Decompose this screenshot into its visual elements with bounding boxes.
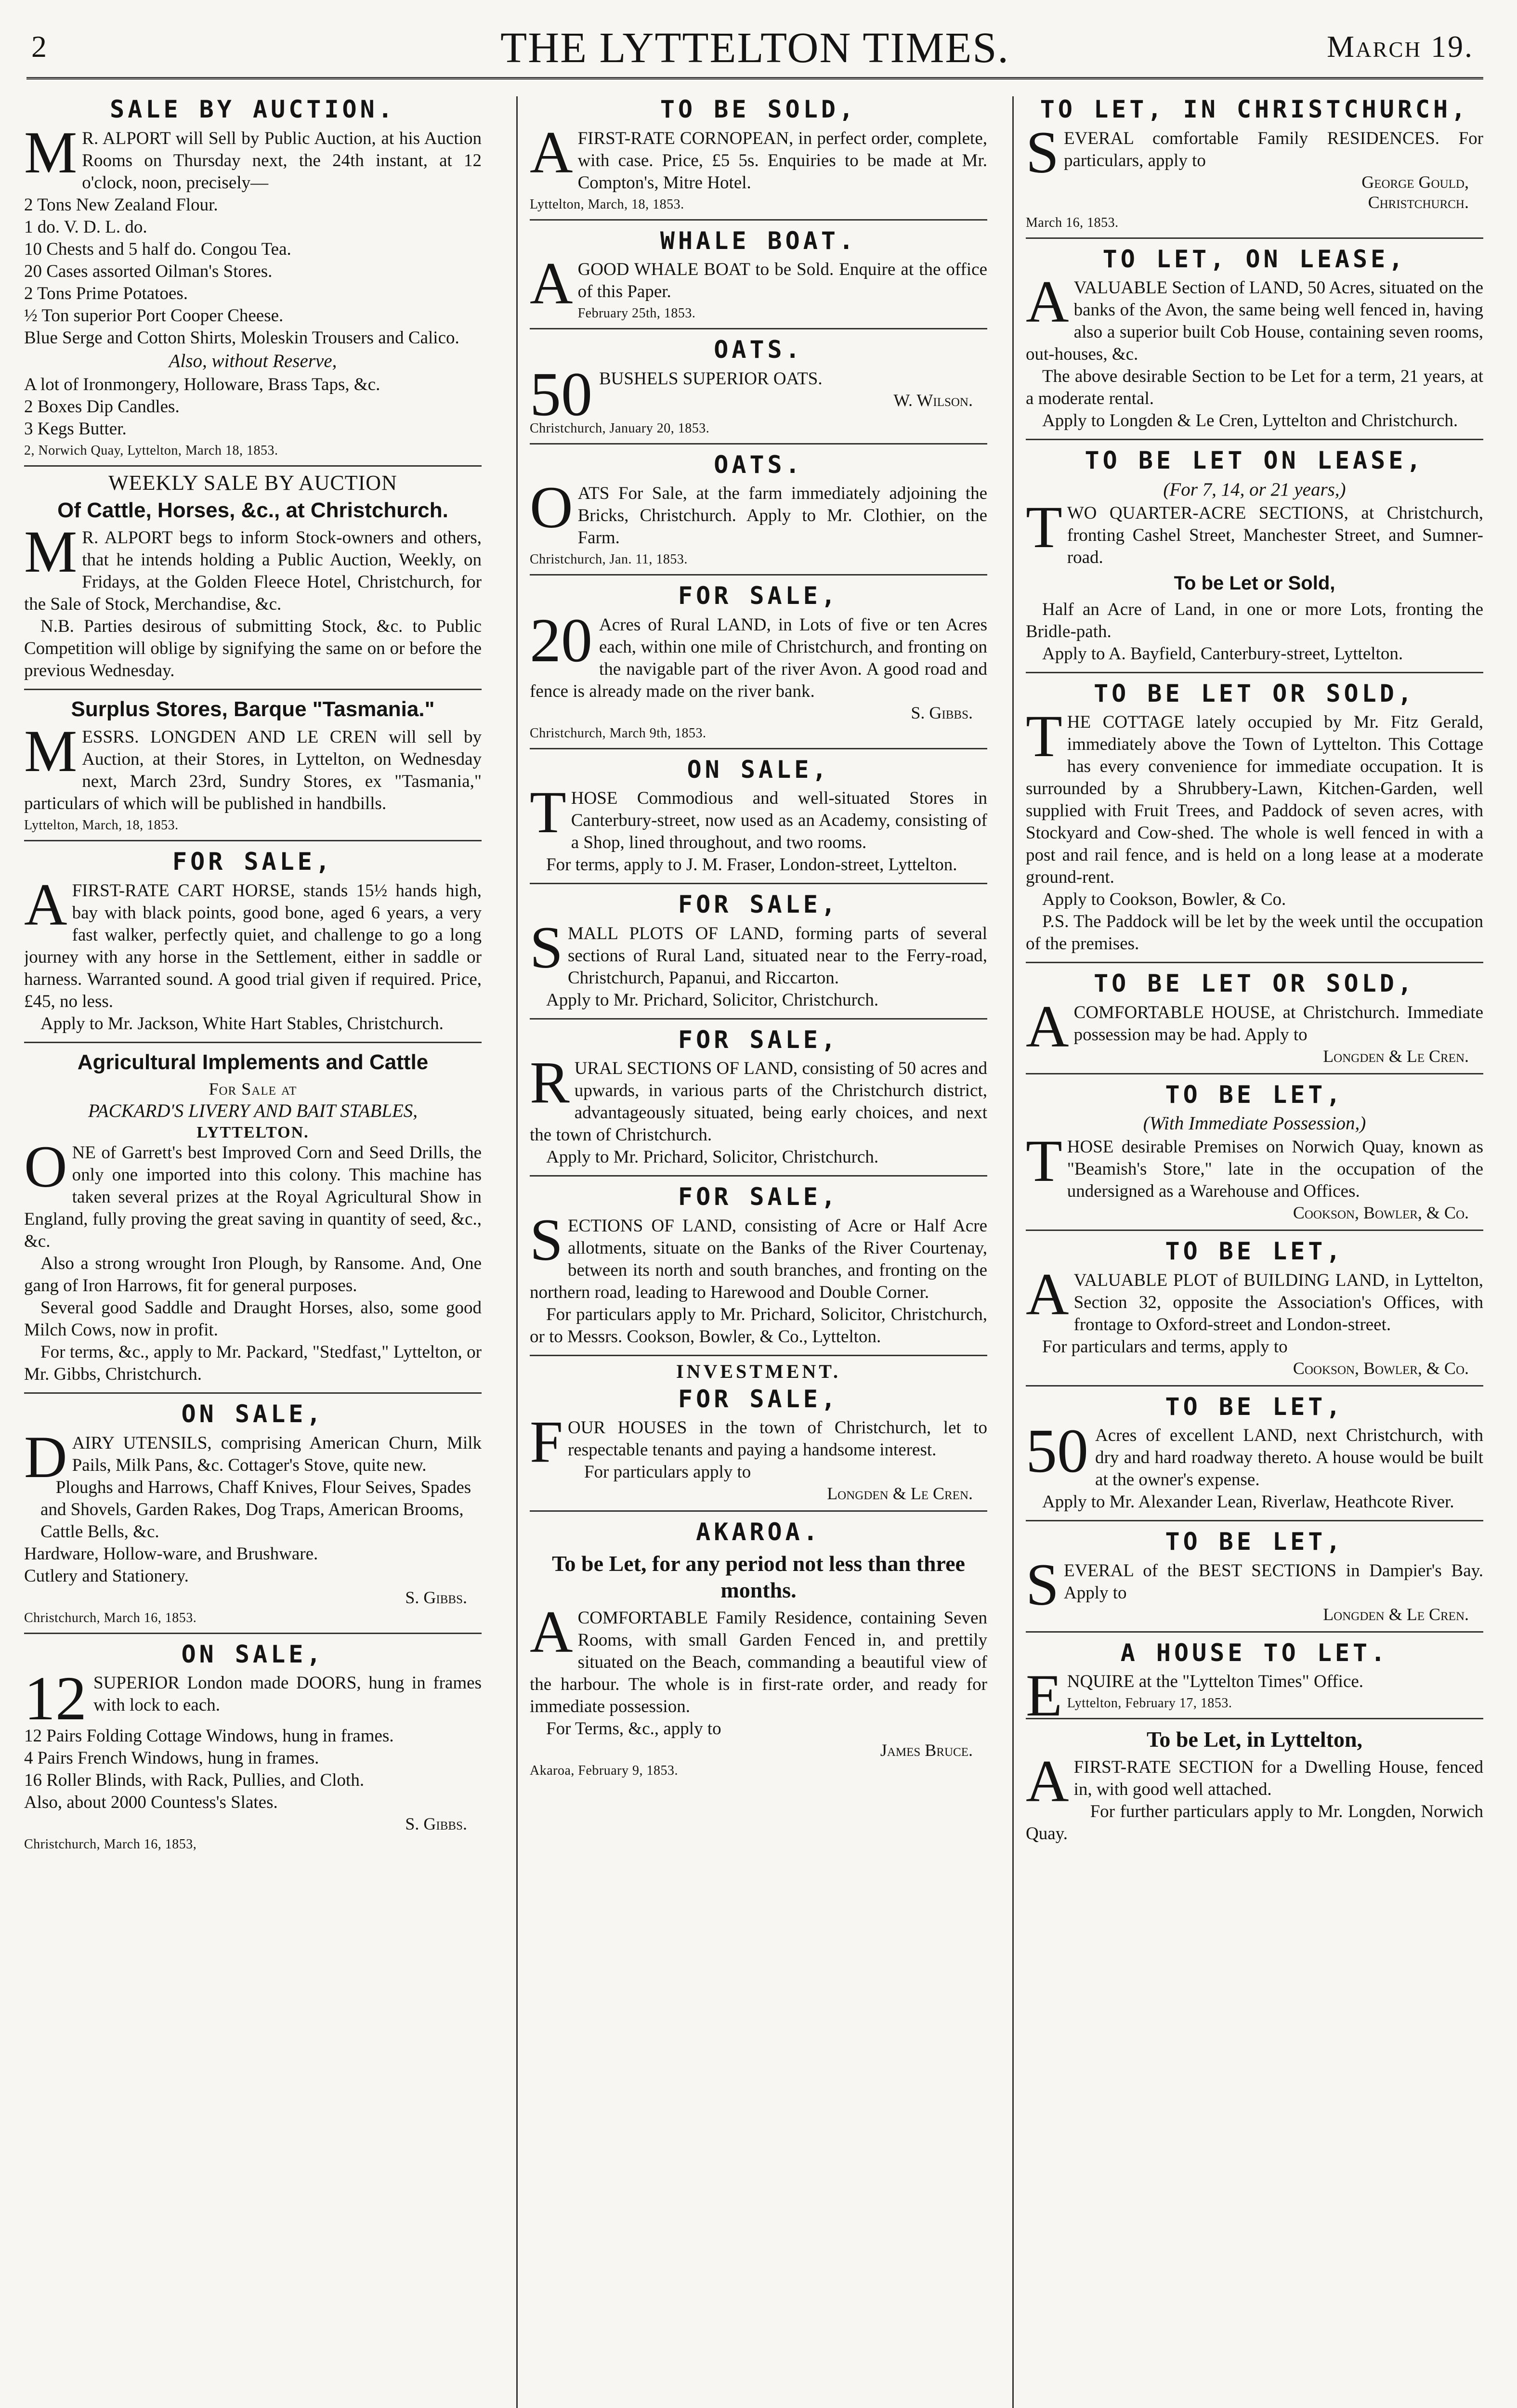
advert-land-lease-avon	[1026, 239, 1483, 441]
advert-dateline: February 25th, 1853.	[577, 306, 696, 321]
advert-numeral: 12	[24, 1664, 87, 1734]
advert-section-lyttelton	[1026, 1719, 1483, 1852]
advert-heading: TO BE LET ON LEASE,	[1085, 446, 1425, 474]
advert-paragraph: Several good Saddle and Draught Horses, also, some good Milch Cows, now in profit.	[24, 1298, 482, 1340]
advert-signature: S. Gibbs.	[911, 703, 973, 722]
advert-oats-clothier	[530, 445, 987, 576]
advert-dateline: Lyttelton, March, 18, 1853.	[24, 818, 179, 833]
advert-heading: TO LET, IN CHRISTCHURCH,	[1040, 95, 1469, 123]
advert-rural-land-gibbs	[530, 576, 987, 749]
advert-comfortable-house	[1026, 963, 1483, 1074]
advert-note: For particulars apply to Mr. Prichard, Solicitor, Christchurch, or to Messrs. Cookson, Bowler, & Co., Lyttelton.	[530, 1304, 987, 1347]
advert-heading: INVESTMENT.	[676, 1360, 841, 1382]
advert-heading: A HOUSE TO LET.	[1120, 1638, 1389, 1667]
list-item: 4 Pairs French Windows, hung in frames.	[24, 1748, 319, 1768]
advert-body: Acres of Rural LAND, in Lots of five or ten Acres each, within one mile of Christchurch, and fronting on the navigable part of the river Avon. A good road and fence is already made on the river bank.	[530, 615, 987, 701]
advert-paragraph: Also a strong wrought Iron Plough, by Ransome. And, One gang of Iron Harrows, fit for general purposes.	[24, 1254, 482, 1296]
advert-body: THOSE Commodious and well-situated Stores in Canterbury-street, now used as an Academy, consisting of a Shop, lined throughout, and two rooms.	[530, 779, 987, 852]
advert-body: RURAL SECTIONS OF LAND, consisting of 50 acres and upwards, in various parts of the Christchurch district, advantageously situated, being early choices, and next the town of Christchurch.	[530, 1049, 987, 1145]
list-item: A lot of Ironmongery, Holloware, Brass Taps, &c.	[24, 374, 380, 394]
advert-sale-by-auction	[24, 89, 482, 467]
list-item: Hardware, Hollow-ware, and Brushware.	[24, 1544, 318, 1564]
advert-body: AFIRST-RATE CORNOPEAN, in perfect order, complete, with case. Price, £5 5s. Enquiries to be made at Mr. Compton's, Mitre Hotel.	[530, 119, 987, 193]
advert-body: AFIRST-RATE CART HORSE, stands 15½ hands high, bay with black points, good bone, aged 6 years, a very fast walker, perfectly quiet, and challenge to go a long journey with any horse in the Settlement, either in saddle or harness. Warranted sound. A good trial given if required. Price, £45, no less.	[24, 871, 482, 1011]
advert-body: THE COTTAGE lately occupied by Mr. Fitz Gerald, immediately above the Town of Lyttelton. This Cottage has every convenience for immediate occupation. It is surrounded by a Shrubbery-Lawn, Kitchen-Garden, well supplied with Fruit Trees, and Paddock of seven acres, with Stockyard and Cow-shed. The whole is well fenced in with a post and rail fence, and is held on a long lease at a moderate ground-rent.	[1026, 703, 1483, 887]
advert-body: AVALUABLE PLOT of BUILDING LAND, in Lyttelton, Section 32, opposite the Association's Offices, with frontage to Oxford-street and London-street.	[1026, 1261, 1483, 1335]
advert-body: SUPERIOR London made DOORS, hung in frames with lock to each.	[93, 1673, 482, 1715]
advert-note: Apply to Mr. Jackson, White Hart Stables, Christchurch.	[40, 1013, 444, 1034]
list-item: 2 Boxes Dip Candles.	[24, 396, 180, 417]
advert-subheading: To be Let, for any period not less than three months.	[552, 1551, 965, 1602]
advert-heading: FOR SALE,	[678, 1183, 839, 1211]
advert-heading: To be Let, in Lyttelton,	[1146, 1727, 1363, 1752]
advert-body: AVALUABLE Section of LAND, 50 Acres, situated on the banks of the Avon, the same being well fenced in, having also a superior built Cob House, containing seven rooms, out-houses, &c.	[1026, 269, 1483, 364]
advert-body: SEVERAL comfortable Family RESIDENCES. For particulars, apply to	[1026, 119, 1483, 185]
advert-dateline: 2, Norwich Quay, Lyttelton, March 18, 1853.	[24, 443, 278, 458]
advert-body: SEVERAL of the BEST SECTIONS in Dampier's Bay. Apply to	[1026, 1551, 1483, 1618]
advert-note: Apply to Cookson, Bowler, & Co.	[1042, 890, 1286, 909]
list-item: 20 Cases assorted Oilman's Stores.	[24, 261, 273, 281]
advert-signature: Longden & Le Cren.	[827, 1484, 973, 1503]
advert-residences-christchurch	[1026, 89, 1483, 239]
advert-agricultural-implements	[24, 1043, 482, 1394]
advert-note: For further particulars apply to Mr. Longden, Norwich Quay.	[1026, 1802, 1483, 1844]
list-item: Ploughs and Harrows, Chaff Knives, Flour Seives, Spades and Shovels, Garden Rakes, Dog Traps, American Brooms, Cattle Bells, &c.	[40, 1477, 471, 1542]
advert-heading: WEEKLY SALE BY AUCTION	[108, 471, 397, 495]
advert-body: ONE of Garrett's best Improved Corn and Seed Drills, the only one imported into this colony. This machine has taken several prizes at the Royal Agricultural Show in England, fully proving the great saving in quantity of seed, &c., &c.	[24, 1134, 482, 1252]
list-item: 2 Tons New Zealand Flour.	[24, 195, 218, 215]
advert-body: ACOMFORTABLE HOUSE, at Christchurch. Immediate possession may be had. Apply to	[1026, 993, 1483, 1060]
advert-body: OATS For Sale, at the farm immediately adjoining the Bricks, Christchurch. Apply to Mr. Clothier, on the Farm.	[530, 474, 987, 548]
list-item: 3 Kegs Butter.	[24, 419, 127, 439]
advert-signature: S. Gibbs.	[405, 1587, 467, 1607]
advert-body: DAIRY UTENSILS, comprising American Churn, Milk Pails, Milk Pans, &c. Cottager's Stove, quite new.	[24, 1424, 482, 1490]
advert-note: For terms, apply to J. M. Fraser, London-street, Lyttelton.	[546, 855, 957, 875]
advert-heading: FOR SALE,	[678, 1025, 839, 1054]
advert-note: For particulars apply to	[584, 1462, 751, 1482]
advert-subheading: To be Let or Sold,	[1174, 572, 1335, 594]
advert-oats-wilson	[530, 329, 987, 445]
advert-numeral: 50	[530, 359, 592, 429]
advert-heading: FOR SALE,	[172, 848, 333, 876]
list-item: 10 Chests and 5 half do. Congou Tea.	[24, 239, 291, 259]
advert-heading: Agricultural Implements and Cattle	[77, 1050, 429, 1074]
advert-body: AGOOD WHALE BOAT to be Sold. Enquire at the office of this Paper.	[530, 250, 987, 316]
advert-body: THOSE desirable Premises on Norwich Quay, known as "Beamish's Store," late in the occupation of the undersigned as a Warehouse and Offices.	[1026, 1128, 1483, 1201]
column-2	[530, 89, 987, 2408]
advert-heading: ON SALE,	[181, 1640, 325, 1668]
advert-heading: OATS.	[714, 336, 803, 364]
advert-body: MR. ALPORT will Sell by Public Auction, at his Auction Rooms on Thursday next, the 24th instant, at 12 o'clock, noon, precisely—	[24, 119, 482, 193]
advert-subheading: (With Immediate Possession,)	[1143, 1113, 1366, 1134]
advert-heading: FOR SALE,	[678, 582, 839, 610]
advert-signature: Cookson, Bowler, & Co.	[1293, 1203, 1469, 1222]
column-rule	[516, 96, 518, 2408]
advert-signature: James Bruce.	[880, 1740, 973, 1760]
advert-note: Apply to Mr. Alexander Lean, Riverlaw, Heathcote River.	[1042, 1492, 1454, 1512]
list-item: 1 do. V. D. L. do.	[24, 217, 147, 237]
advert-investment	[530, 1356, 987, 1512]
list-item: 12 Pairs Folding Cottage Windows, hung in frames.	[24, 1726, 394, 1746]
advert-building-plot	[1026, 1231, 1483, 1387]
advert-signature: Cookson, Bowler, & Co.	[1293, 1358, 1469, 1378]
newspaper-title: THE LYTTELTON TIMES.	[500, 24, 1009, 72]
advert-heading: Surplus Stores, Barque "Tasmania."	[71, 697, 435, 721]
advert-subheading: For Sale at	[209, 1079, 297, 1099]
advert-heading: ON SALE,	[181, 1400, 325, 1428]
advert-subheading: LYTTELTON.	[196, 1124, 309, 1142]
advert-note: For particulars and terms, apply to	[1042, 1336, 1288, 1357]
advert-body: TWO QUARTER-ACRE SECTIONS, at Christchurch, fronting Cashel Street, Manchester Street, and Sumner-road.	[1026, 494, 1483, 567]
advert-subheading: Also, without Reserve,	[169, 350, 337, 371]
advert-heading: TO LET, ON LEASE,	[1102, 245, 1407, 273]
advert-rural-sections	[530, 1020, 987, 1177]
advert-whale-boat	[530, 221, 987, 330]
advert-heading: TO BE LET,	[1165, 1392, 1344, 1421]
advert-heading: ON SALE,	[687, 755, 830, 784]
advert-signature: Longden & Le Cren.	[1323, 1046, 1469, 1066]
list-item: 16 Roller Blinds, with Rack, Pullies, and Cloth.	[24, 1770, 365, 1791]
advert-dampier-bay	[1026, 1521, 1483, 1633]
advert-cottage	[1026, 673, 1483, 964]
advert-heading: AKAROA.	[696, 1518, 821, 1546]
advert-note: For Terms, &c., apply to	[546, 1718, 721, 1739]
advert-heading: TO BE LET OR SOLD,	[1094, 679, 1415, 707]
advert-sections-courtenay	[530, 1177, 987, 1356]
advert-dateline: Akaroa, February 9, 1853.	[530, 1763, 678, 1778]
advert-house-to-let	[1026, 1633, 1483, 1728]
advert-small-plots	[530, 884, 987, 1020]
advert-heading: WHALE BOAT.	[660, 226, 857, 255]
list-item: Blue Serge and Cotton Shirts, Moleskin Trousers and Calico.	[24, 327, 459, 348]
column-3	[1026, 89, 1483, 2408]
advert-dateline: Lyttelton, February 17, 1853.	[1067, 1696, 1232, 1711]
advert-note: Apply to A. Bayfield, Canterbury-street, Lyttelton.	[1042, 643, 1403, 664]
advert-quarter-acre	[1026, 440, 1483, 673]
list-item: 2 Tons Prime Potatoes.	[24, 283, 188, 303]
advert-heading: TO BE LET,	[1165, 1528, 1344, 1556]
advert-dairy-utensils	[24, 1394, 482, 1634]
advert-signature: George Gould,	[1361, 172, 1469, 192]
advert-heading: OATS.	[714, 450, 803, 479]
advert-paragraph: P.S. The Paddock will be let by the week until the occupation of the premises.	[1026, 912, 1483, 954]
advert-note: Apply to Mr. Prichard, Solicitor, Christchurch.	[546, 1147, 879, 1167]
advert-akaroa	[530, 1512, 987, 1785]
advert-dateline: Christchurch, March 16, 1853,	[24, 1837, 197, 1852]
list-item: Also, about 2000 Countess's Slates.	[24, 1793, 278, 1813]
advert-dateline: Christchurch, January 20, 1853.	[530, 420, 710, 436]
advert-heading: TO BE LET,	[1165, 1237, 1344, 1265]
advert-dateline: March 16, 1853.	[1026, 215, 1119, 230]
advert-subheading: PACKARD'S LIVERY AND BAIT STABLES,	[88, 1100, 418, 1122]
advert-numeral: 20	[530, 605, 592, 675]
advert-body: SECTIONS OF LAND, consisting of Acre or Half Acre allotments, situate on the Banks of the River Courtenay, between its north and south branches, and fronting on the northern road, leading to Harewood and Double Corner.	[530, 1206, 987, 1302]
list-item: ½ Ton superior Port Cooper Cheese.	[24, 305, 284, 326]
advert-dateline: Lyttelton, March, 18, 1853.	[530, 196, 684, 212]
advert-note: Apply to Longden & Le Cren, Lyttelton and Christchurch.	[1042, 411, 1458, 431]
issue-date: March 19.	[1327, 29, 1474, 64]
advert-dateline: Christchurch, Jan. 11, 1853.	[530, 552, 688, 567]
advert-signature: Longden & Le Cren.	[1323, 1604, 1469, 1624]
advert-numeral: 50	[1026, 1416, 1088, 1486]
advert-signature: S. Gibbs.	[405, 1814, 467, 1834]
advert-body: BUSHELS SUPERIOR OATS.	[599, 368, 823, 389]
advert-heading: FOR SALE,	[678, 890, 839, 918]
advert-doors	[24, 1634, 482, 1859]
advert-body: MESSRS. LONGDEN AND LE CREN will sell by Auction, at their Stores, in Lyttelton, on Wednesday next, March 23rd, Sundry Stores, ex "Tasmania," particulars of which will be published in handbills.	[24, 718, 482, 814]
advert-body: SMALL PLOTS OF LAND, forming parts of several sections of Rural Land, situated near to the Ferry-road, Christchurch, Papanui, and Riccarton.	[530, 914, 987, 988]
page-number: 2	[31, 29, 47, 64]
advert-heading: FOR SALE,	[678, 1385, 839, 1413]
list-item: Cutlery and Stationery.	[24, 1566, 189, 1586]
advert-body: ACOMFORTABLE Family Residence, containing Seven Rooms, with small Garden Fenced in, and prettily situated on the Beach, commanding a beautiful view of the harbour. The whole is in first-rate order, and ready for immediate possession.	[530, 1598, 987, 1716]
advert-cornopean	[530, 89, 987, 221]
advert-surplus-stores	[24, 690, 482, 841]
advert-signature: Christchurch.	[1368, 192, 1469, 212]
advert-paragraph: The above desirable Section to be Let for a term, 21 years, at a moderate rental.	[1026, 366, 1483, 408]
column-1	[24, 89, 482, 2408]
advert-note: For terms, &c., apply to Mr. Packard, "Stedfast," Lyttelton, or Mr. Gibbs, Christchurch.	[24, 1342, 482, 1385]
advert-note: N.B. Parties desirous of submitting Stock, &c. to Public Competition will oblige by signifying the same on or before the previous Wednesday.	[24, 616, 482, 681]
masthead	[26, 19, 1483, 79]
advert-beamish-store	[1026, 1074, 1483, 1231]
advert-signature: W. Wilson.	[893, 390, 973, 410]
advert-note: Apply to Mr. Prichard, Solicitor, Christchurch.	[546, 990, 879, 1010]
advert-paragraph: Half an Acre of Land, in one or more Lots, fronting the Bridle-path.	[1026, 599, 1483, 641]
advert-body: MR. ALPORT begs to inform Stock-owners and others, that he intends holding a Public Auction, Weekly, on Fridays, at the Golden Fleece Hotel, Christchurch, for the Sale of Stock, Merchandise, &c.	[24, 519, 482, 615]
advert-heading: TO BE LET OR SOLD,	[1094, 969, 1415, 997]
advert-heading: TO BE SOLD,	[660, 95, 857, 123]
advert-cart-horse	[24, 841, 482, 1043]
advert-body: FOUR HOUSES in the town of Christchurch, let to respectable tenants and paying a handsome interest.	[530, 1409, 987, 1475]
advert-weekly-sale	[24, 467, 482, 691]
column-rule	[1012, 96, 1014, 2408]
advert-body: Acres of excellent LAND, next Christchurch, with dry and hard roadway thereto. A house would be built at the owner's expense.	[1095, 1426, 1483, 1490]
advert-dateline: Christchurch, March 16, 1853.	[24, 1610, 197, 1625]
advert-dateline: Christchurch, March 9th, 1853.	[530, 725, 706, 741]
advert-stores-canterbury	[530, 749, 987, 885]
advert-body: ENQUIRE at the "Lyttelton Times" Office.	[1026, 1662, 1364, 1728]
advert-subheading: (For 7, 14, or 21 years,)	[1163, 479, 1346, 500]
advert-subheading: Of Cattle, Horses, &c., at Christchurch.	[57, 498, 448, 522]
advert-heading: TO BE LET,	[1165, 1080, 1344, 1109]
advert-fifty-acres	[1026, 1387, 1483, 1522]
advert-body: AFIRST-RATE SECTION for a Dwelling House, fenced in, with good well attached.	[1026, 1748, 1483, 1815]
advert-heading: SALE BY AUCTION.	[110, 95, 396, 123]
